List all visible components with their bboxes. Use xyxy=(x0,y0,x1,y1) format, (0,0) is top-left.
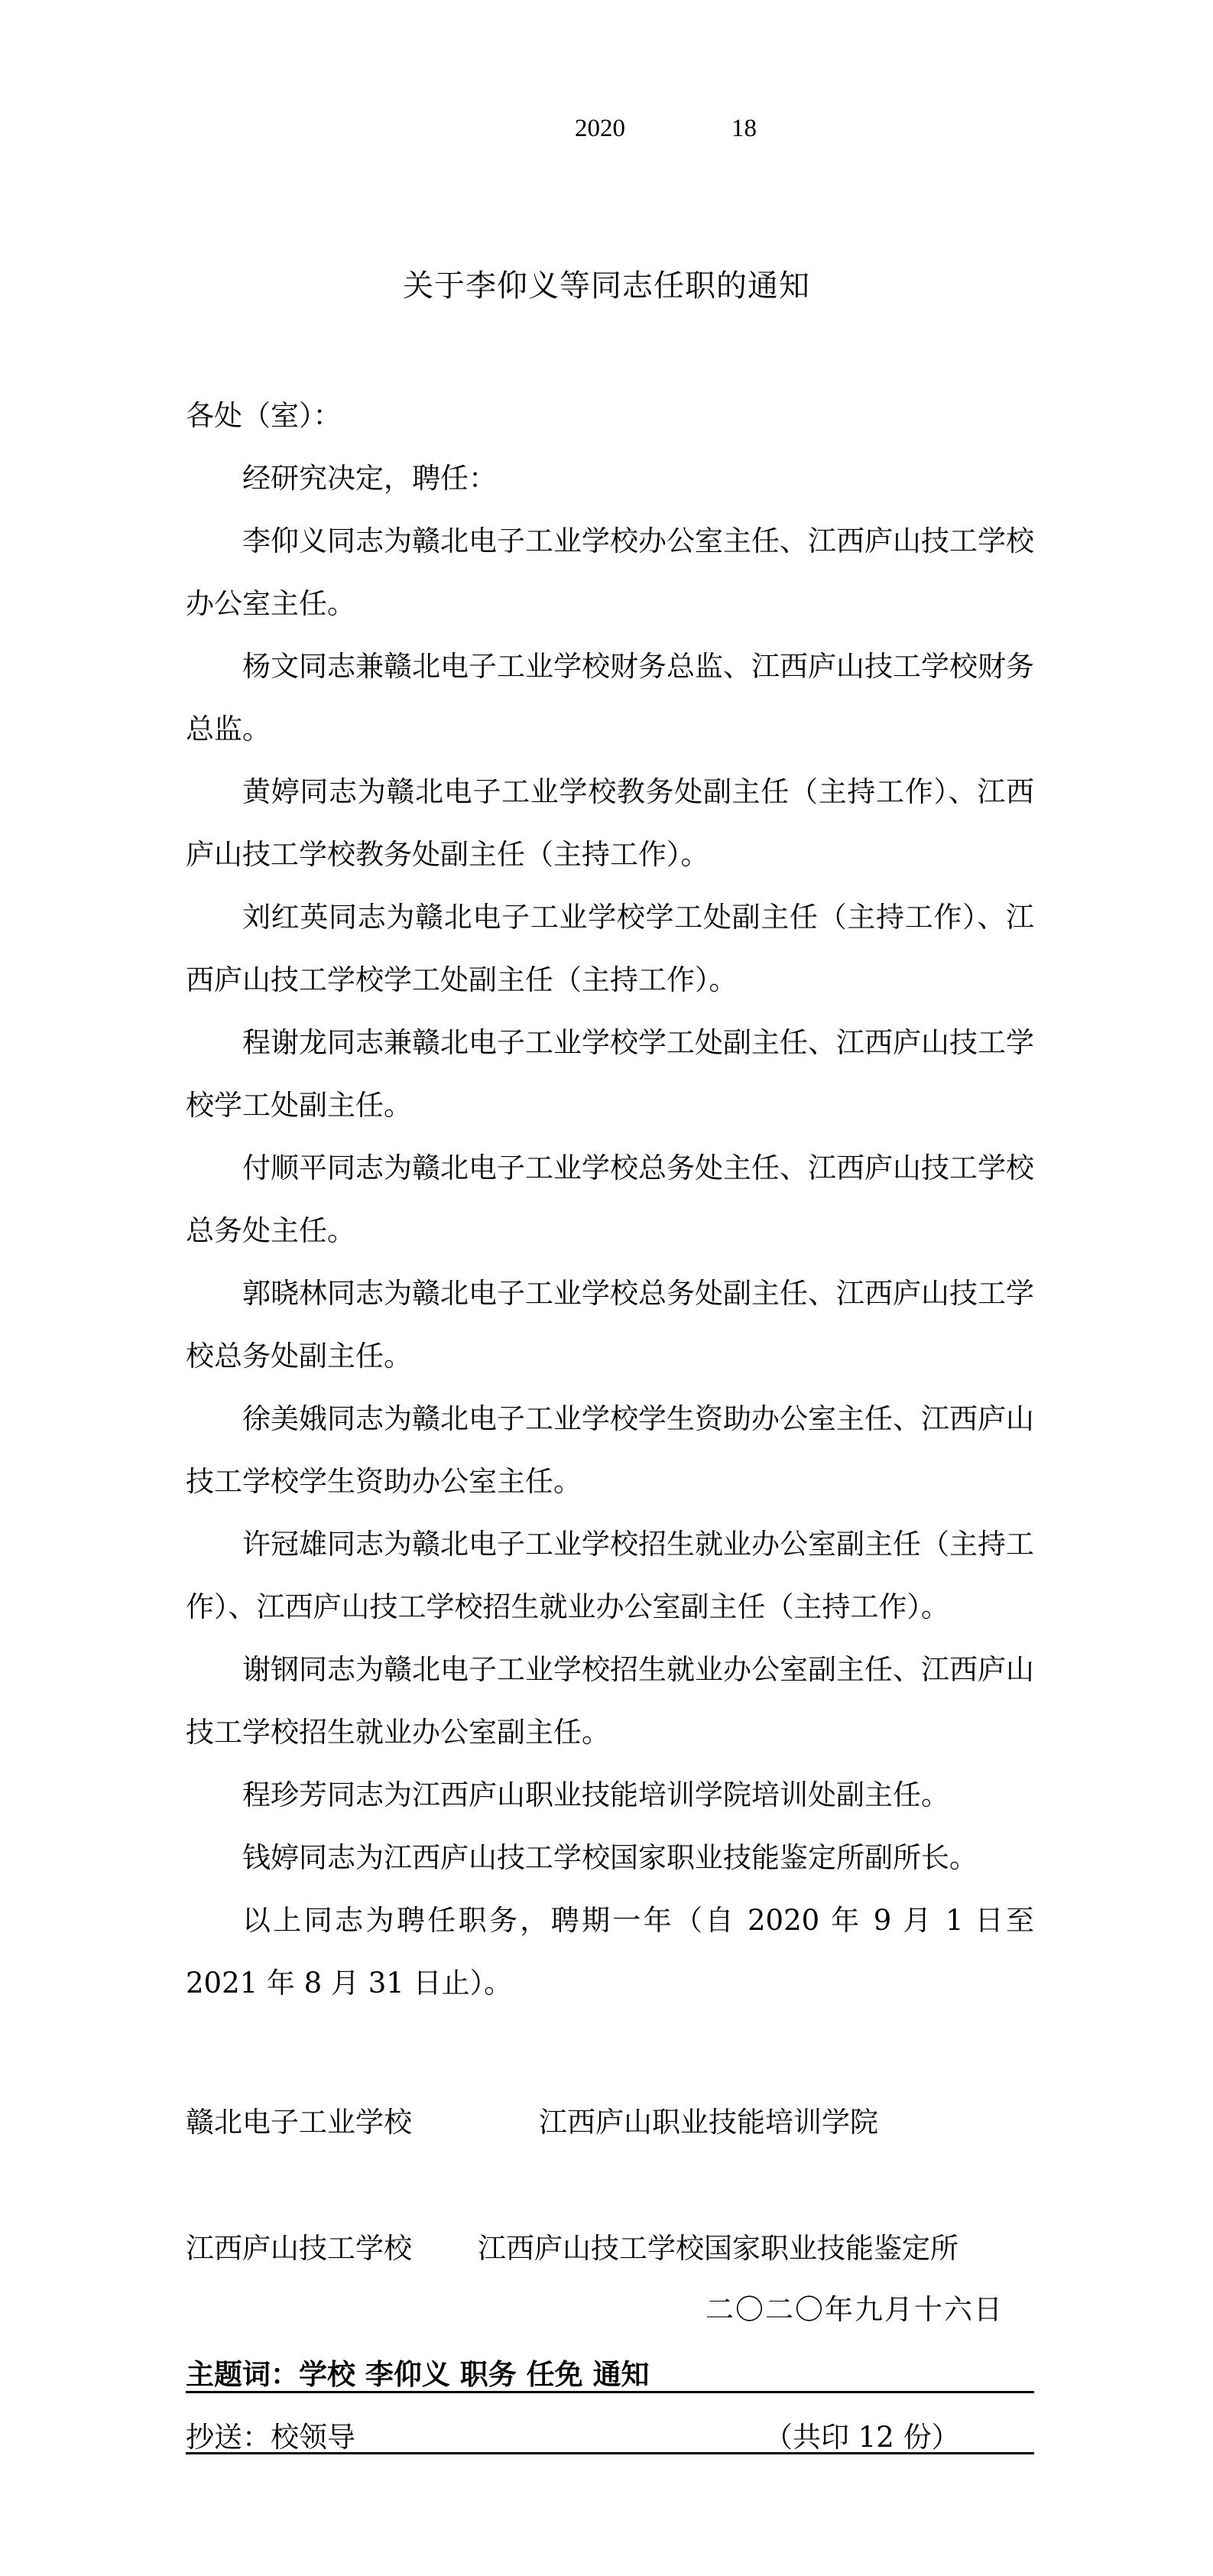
divider-line xyxy=(186,2391,1034,2393)
paragraph-term: 以上同志为聘任职务，聘期一年（自 2020 年 9 月 1 日至 2021 年 8 月 31 日止）。 xyxy=(186,1904,1034,1999)
paragraph-appointment: 黄婷同志为赣北电子工业学校教务处副主任（主持工作）、江西庐山技工学校教务处副主任（主持工作）。 xyxy=(186,775,1034,871)
paragraph-appointment: 李仰义同志为赣北电子工业学校办公室主任、江西庐山技工学校办公室主任。 xyxy=(186,525,1034,620)
signature-technical-school: 江西庐山技工学校 xyxy=(186,2232,412,2265)
document-number: 18 xyxy=(731,115,757,142)
paragraph-appointment: 付顺平同志为赣北电子工业学校总务处主任、江西庐山技工学校总务处主任。 xyxy=(186,1152,1034,1247)
paragraph-appointment: 刘红英同志为赣北电子工业学校学工处副主任（主持工作）、江西庐山技工学校学工处副主任（主持工作）。 xyxy=(186,901,1034,996)
document-title: 关于李仰义等同志任职的通知 xyxy=(403,268,810,304)
cc-recipients: 抄送：校领导 xyxy=(186,2421,355,2454)
paragraph-appointment: 程珍芳同志为江西庐山职业技能培训学院培训处副主任。 xyxy=(242,1779,949,1811)
issue-date: 二〇二〇年九月十六日 xyxy=(705,2293,1004,2326)
paragraph-appointment: 徐美娥同志为赣北电子工业学校学生资助办公室主任、江西庐山技工学校学生资助办公室主任。 xyxy=(186,1402,1034,1498)
print-copies: （共印 12 份） xyxy=(764,2421,960,2454)
paragraph-appointment: 杨文同志兼赣北电子工业学校财务总监、江西庐山技工学校财务总监。 xyxy=(186,650,1034,746)
document-year: 2020 xyxy=(575,115,625,142)
paragraph-appointment: 许冠雄同志为赣北电子工业学校招生就业办公室副主任（主持工作）、江西庐山技工学校招生就业办公室副主任（主持工作）。 xyxy=(186,1528,1034,1623)
paragraph-appointment: 郭晓林同志为赣北电子工业学校总务处副主任、江西庐山技工学校总务处副主任。 xyxy=(186,1277,1034,1372)
paragraph-appointment: 谢钢同志为赣北电子工业学校招生就业办公室副主任、江西庐山技工学校招生就业办公室副主任。 xyxy=(186,1653,1034,1749)
paragraph-appointment: 钱婷同志为江西庐山技工学校国家职业技能鉴定所副所长。 xyxy=(242,1841,978,1874)
subject-keywords: 主题词：学校 李仰义 职务 任免 通知 xyxy=(186,2358,650,2391)
paragraph-decision: 经研究决定，聘任： xyxy=(242,462,497,495)
signature-school-ganbei: 赣北电子工业学校 xyxy=(186,2106,412,2139)
divider-line xyxy=(186,2452,1034,2454)
signature-training-institute: 江西庐山职业技能培训学院 xyxy=(539,2106,878,2139)
salutation: 各处（室）： xyxy=(186,399,342,432)
document-body xyxy=(186,385,1034,2015)
signature-appraisal-station: 江西庐山技工学校国家职业技能鉴定所 xyxy=(478,2232,958,2265)
paragraph-appointment: 程谢龙同志兼赣北电子工业学校学工处副主任、江西庐山技工学校学工处副主任。 xyxy=(186,1026,1034,1122)
